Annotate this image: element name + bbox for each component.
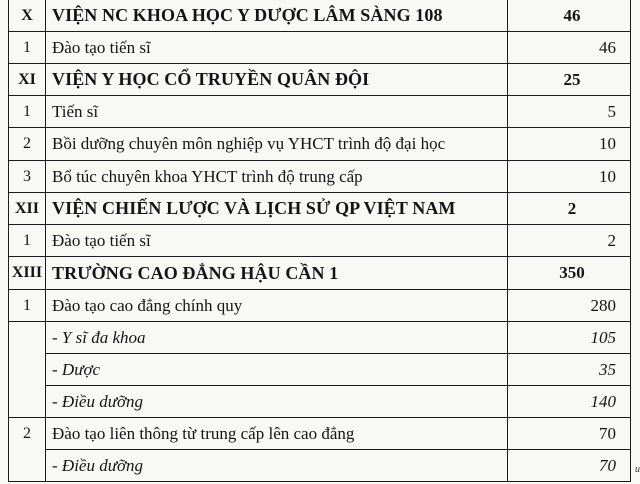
row-quantity: 10 <box>508 128 631 161</box>
table-row-subitem <box>9 354 631 386</box>
table-row-subitem <box>9 322 631 354</box>
row-title: VIỆN NC KHOA HỌC Y DƯỢC LÂM SÀNG 108 <box>46 0 508 32</box>
row-quantity: 105 <box>508 322 631 354</box>
row-number <box>9 450 46 482</box>
row-title: - Điều dưỡng <box>46 386 508 418</box>
table-row-section-xi <box>9 64 631 96</box>
row-number <box>9 322 46 354</box>
table-row <box>9 96 631 128</box>
training-quota-table <box>8 0 631 482</box>
row-quantity: 46 <box>508 0 631 32</box>
table-row <box>9 225 631 257</box>
row-title: VIỆN Y HỌC CỔ TRUYỀN QUÂN ĐỘI <box>46 64 508 96</box>
row-title: - Điều dưỡng <box>46 450 508 482</box>
table-row <box>9 161 631 193</box>
row-number: 2 <box>9 128 46 161</box>
table-row-section-x <box>9 0 631 32</box>
table-row <box>9 418 631 450</box>
row-number: 1 <box>9 96 46 128</box>
row-number: X <box>9 0 46 32</box>
row-title: Tiến sĩ <box>46 96 508 128</box>
row-title: VIỆN CHIẾN LƯỢC VÀ LỊCH SỬ QP VIỆT NAM <box>46 193 508 225</box>
row-title: Bổ túc chuyên khoa YHCT trình độ trung cấp <box>46 161 508 193</box>
row-number: XII <box>9 193 46 225</box>
page-edge-mark: u <box>635 464 640 475</box>
row-title: - Dược <box>46 354 508 386</box>
table-row <box>9 32 631 64</box>
row-title: Đào tạo tiến sĩ <box>46 225 508 257</box>
row-number: 3 <box>9 161 46 193</box>
row-quantity: 25 <box>508 64 631 96</box>
row-quantity: 70 <box>508 418 631 450</box>
row-title: Đào tạo tiến sĩ <box>46 32 508 64</box>
row-number <box>9 354 46 386</box>
row-quantity: 10 <box>508 161 631 193</box>
row-number: XI <box>9 64 46 96</box>
row-number: 2 <box>9 418 46 450</box>
row-quantity: 46 <box>508 32 631 64</box>
row-quantity: 35 <box>508 354 631 386</box>
row-quantity: 2 <box>508 225 631 257</box>
table-row-section-xiii <box>9 257 631 290</box>
table-row-subitem <box>9 450 631 482</box>
row-quantity: 70 <box>508 450 631 482</box>
row-number: XIII <box>9 257 46 290</box>
row-quantity: 5 <box>508 96 631 128</box>
row-number: 1 <box>9 225 46 257</box>
row-number: 1 <box>9 32 46 64</box>
row-title: TRƯỜNG CAO ĐẲNG HẬU CẦN 1 <box>46 257 508 290</box>
row-title: Đào tạo liên thông từ trung cấp lên cao đẳng <box>46 418 508 450</box>
table-row-subitem <box>9 386 631 418</box>
table-row <box>9 290 631 322</box>
row-number <box>9 386 46 418</box>
table-row <box>9 128 631 161</box>
row-quantity: 2 <box>508 193 631 225</box>
row-title: Bồi dưỡng chuyên môn nghiệp vụ YHCT trình độ đại học <box>46 128 508 161</box>
row-quantity: 350 <box>508 257 631 290</box>
row-quantity: 140 <box>508 386 631 418</box>
row-quantity: 280 <box>508 290 631 322</box>
row-title: - Y sĩ đa khoa <box>46 322 508 354</box>
row-number: 1 <box>9 290 46 322</box>
row-title: Đào tạo cao đẳng chính quy <box>46 290 508 322</box>
table-row-section-xii <box>9 193 631 225</box>
